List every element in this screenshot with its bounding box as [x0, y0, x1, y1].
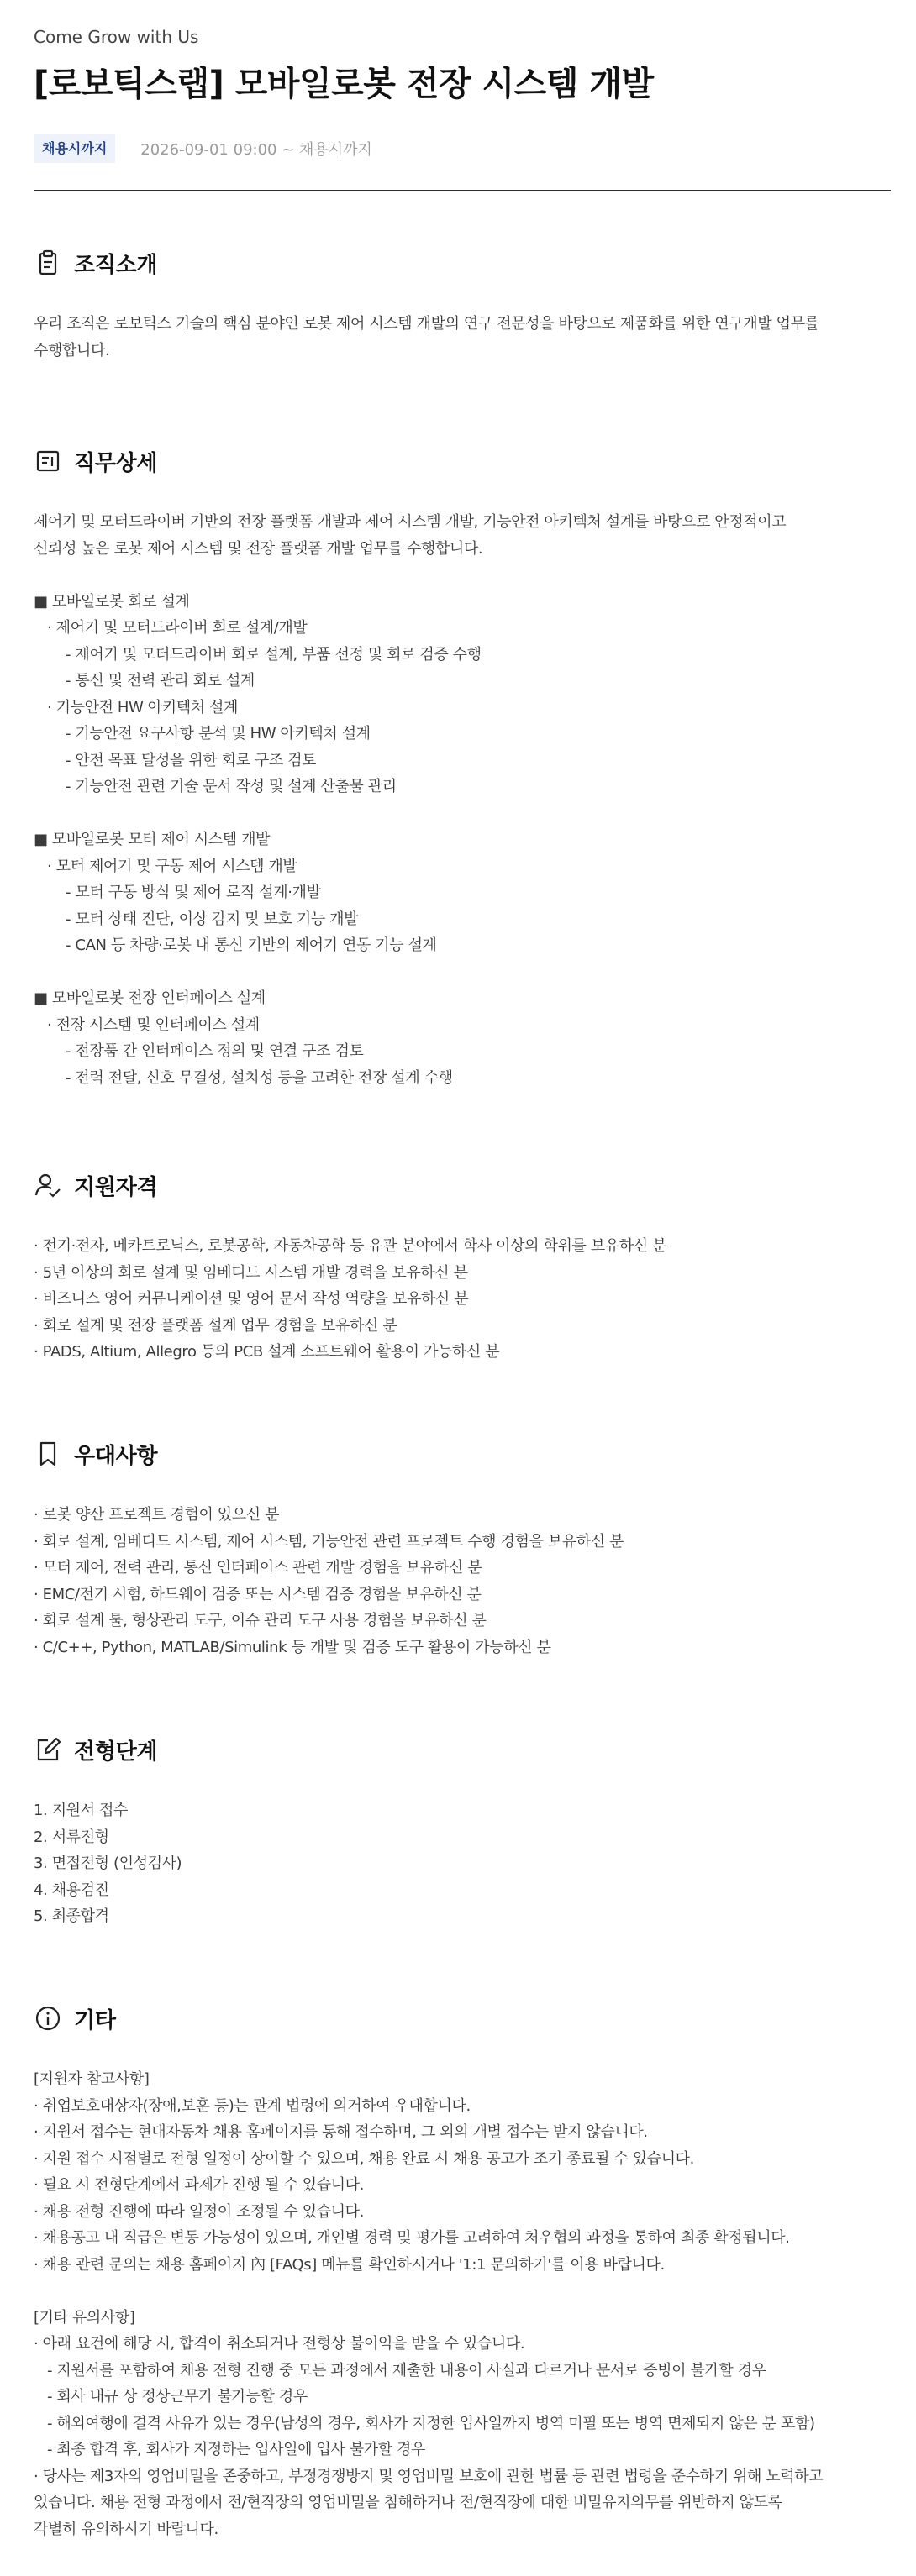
text-line: - 회사 내규 상 정상근무가 불가능할 경우: [47, 2388, 308, 2405]
text-line: · 5년 이상의 회로 설계 및 임베디드 시스템 개발 경력을 보유하신 분: [34, 1263, 468, 1282]
text-line: · 제어기 및 모터드라이버 회로 설계/개발: [47, 619, 308, 637]
text-line: · 비즈니스 영어 커뮤니케이션 및 영어 문서 작성 역량을 보유하신 분: [34, 1290, 469, 1308]
text-line: · 기능안전 HW 아키텍처 설계: [47, 698, 239, 716]
text-line: - 모터 상태 진단, 이상 감지 및 보호 기능 개발: [66, 910, 359, 928]
section-body: [34, 1233, 891, 1366]
section-title: 전형단계: [74, 1739, 158, 1765]
text-line: · 채용 관련 문의는 채용 홈페이지 內 [FAQs] 메뉴를 확인하시거나 '1:1 문의하기'를 이용 바랍니다.: [34, 2255, 665, 2274]
text-line: 신뢰성 높은 로봇 제어 시스템 및 전장 플랫폼 개발 업무를 수행합니다.: [34, 539, 483, 558]
section-title: 지원자격: [74, 1174, 158, 1200]
section-duty: [34, 447, 891, 1091]
text-line: · 회로 설계 및 전장 플랫폼 설계 업무 경험을 보유하신 분: [34, 1316, 397, 1335]
edit-icon: [34, 1735, 62, 1764]
text-line: ■ 모바일로봇 전장 인터페이스 설계: [34, 989, 266, 1007]
text-line: 5. 최종합격: [34, 1907, 109, 1925]
text-line: ■ 모바일로봇 모터 제어 시스템 개발: [34, 831, 271, 848]
section-body: [34, 1797, 891, 1930]
text-line: 4. 채용검진: [34, 1881, 109, 1899]
spacer: [34, 800, 891, 827]
info-icon: [34, 2004, 62, 2033]
text-line: - 모터 구동 방식 및 제어 로직 설계·개발: [66, 884, 321, 901]
text-line: · 전기·전자, 메카트로닉스, 로봇공학, 자동차공학 등 유관 분야에서 학사 이상의 학위를 보유하신 분: [34, 1237, 666, 1255]
text-line: · 채용공고 내 직급은 변동 가능성이 있으며, 개인별 경력 및 평가를 고려하여 처우협의 과정을 통하여 최종 확정됩니다.: [34, 2229, 790, 2247]
title-divider: [34, 190, 891, 191]
text-line: - 해외여행에 결격 사유가 있는 경우(남성의 경우, 회사가 지정한 입사일까지 병역 미필 또는 병역 면제되지 않은 분 포함): [47, 2414, 815, 2432]
text-line: [기타 유의사항]: [34, 2308, 135, 2327]
text-line: - 전력 전달, 신호 무결성, 설치성 등을 고려한 전장 설계 수행: [66, 1068, 453, 1087]
person-check-icon: [34, 1171, 62, 1199]
section-qualifications: [34, 1171, 891, 1366]
section-header: [34, 447, 891, 475]
section-title: 조직소개: [74, 252, 158, 278]
section-header: [34, 1735, 891, 1764]
text-line: · 모터 제어기 및 구동 제어 시스템 개발: [47, 857, 297, 875]
spacer: [34, 959, 891, 986]
text-line: · 회로 설계, 임베디드 시스템, 제어 시스템, 기능안전 관련 프로젝트 수행 경험을 보유하신 분: [34, 1532, 624, 1550]
section-header: [34, 1171, 891, 1199]
section-body: [34, 1502, 891, 1660]
section-header: [34, 249, 891, 277]
text-line: - 기능안전 요구사항 분석 및 HW 아키텍처 설계: [66, 725, 371, 742]
text-line: - 안전 목표 달성을 위한 회로 구조 검토: [66, 751, 317, 769]
section-preferred: [34, 1440, 891, 1660]
text-line: · 필요 시 전형단계에서 과제가 진행 될 수 있습니다.: [34, 2176, 364, 2194]
text-line: - CAN 등 차량·로봇 내 통신 기반의 제어기 연동 기능 설계: [66, 936, 437, 954]
clipboard-icon: [34, 249, 62, 277]
spacer: [34, 2278, 891, 2305]
section-title: 우대사항: [74, 1443, 158, 1469]
text-line: · 아래 요건에 해당 시, 합격이 취소되거나 전형상 불이익을 받을 수 있습니다.: [34, 2335, 525, 2353]
posting-meta: [34, 134, 372, 164]
section-title: 기타: [74, 2007, 116, 2033]
section-etc: [34, 2004, 891, 2542]
text-line: - 통신 및 전력 관리 회로 설계: [66, 672, 255, 690]
section-title: 직무상세: [74, 450, 158, 476]
text-line: 있습니다. 채용 전형 과정에서 전/현직장의 영업비밀을 침해하거나 전/현직장에 대한 비밀유지의무를 위반하지 않도록: [34, 2494, 782, 2511]
text-line: [지원자 참고사항]: [34, 2070, 150, 2088]
text-line: · 모터 제어, 전력 관리, 통신 인터페이스 관련 개발 경험을 보유하신 분: [34, 1559, 482, 1577]
section-body: [34, 509, 891, 1091]
eyebrow-text: Come Grow with Us: [34, 27, 199, 47]
bookmark-icon: [34, 1440, 62, 1468]
text-line: · 지원서 접수는 현대자동차 채용 홈페이지를 통해 접수하며, 그 외의 개별 접수는 받지 않습니다.: [34, 2123, 648, 2141]
text-line: - 기능안전 관련 기술 문서 작성 및 설계 산출물 관리: [66, 778, 397, 795]
section-body: [34, 2066, 891, 2542]
text-line: - 전장품 간 인터페이스 정의 및 연결 구조 검토: [66, 1042, 364, 1060]
text-line: · 로봇 양산 프로젝트 경험이 있으신 분: [34, 1506, 280, 1524]
text-line: · 당사는 제3자의 영업비밀을 존중하고, 부정경쟁방지 및 영업비밀 보호에 관한 법률 등 관련 법령을 준수하기 위해 노력하고: [34, 2467, 824, 2485]
text-line: · 채용 전형 진행에 따라 일정이 조정될 수 있습니다.: [34, 2202, 364, 2221]
section-header: [34, 1440, 891, 1468]
text-line: 제어기 및 모터드라이버 기반의 전장 플랫폼 개발과 제어 시스템 개발, 기능안전 아키텍처 설계를 바탕으로 안정적이고: [34, 513, 787, 531]
text-line: 수행합니다.: [34, 341, 110, 359]
text-line: · 회로 설계 툴, 형상관리 도구, 이슈 관리 도구 사용 경험을 보유하신 분: [34, 1612, 487, 1629]
text-line: · C/C++, Python, MATLAB/Simulink 등 개발 및 검증 도구 활용이 가능하신 분: [34, 1638, 551, 1656]
text-line: 우리 조직은 로보틱스 기술의 핵심 분야인 로봇 제어 시스템 개발의 연구 전문성을 바탕으로 제품화를 위한 연구개발 업무를: [34, 315, 819, 333]
text-line: - 지원서를 포함하여 채용 전형 진행 중 모든 과정에서 제출한 내용이 사실과 다르거나 문서로 증빙이 불가할 경우: [47, 2361, 766, 2379]
text-line: · EMC/전기 시험, 하드웨어 검증 또는 시스템 검증 경험을 보유하신 분: [34, 1585, 482, 1603]
spacer: [34, 562, 891, 589]
section-process: [34, 1735, 891, 1930]
page-title: [로보틱스랩] 모바일로봇 전장 시스템 개발: [34, 65, 654, 103]
text-line: · 취업보호대상자(장애,보훈 등)는 관계 법령에 의거하여 우대합니다.: [34, 2096, 471, 2115]
section-body: [34, 311, 891, 364]
text-line: ■ 모바일로봇 회로 설계: [34, 592, 190, 611]
section-header: [34, 2004, 891, 2033]
status-badge: 채용시까지: [34, 134, 115, 163]
text-line: · PADS, Altium, Allegro 등의 PCB 설계 소프트웨어 활용이 가능하신 분: [34, 1343, 500, 1361]
text-line: · 지원 접수 시점별로 전형 일정이 상이할 수 있으며, 채용 완료 시 채용 공고가 조기 종료될 수 있습니다.: [34, 2149, 694, 2168]
text-line: 각별히 유의하시기 바랍니다.: [34, 2520, 218, 2538]
text-line: · 전장 시스템 및 인터페이스 설계: [47, 1015, 260, 1034]
document-list-icon: [34, 447, 62, 475]
text-line: 2. 서류전형: [34, 1828, 109, 1846]
section-org: [34, 249, 891, 364]
text-line: - 최종 합격 후, 회사가 지정하는 입사일에 입사 불가할 경우: [47, 2441, 426, 2458]
text-line: - 제어기 및 모터드라이버 회로 설계, 부품 선정 및 회로 검증 수행: [66, 645, 482, 664]
posting-period: 2026-09-01 09:00 ~ 채용시까지: [140, 141, 372, 159]
text-line: 1. 지원서 접수: [34, 1802, 128, 1819]
text-line: 3. 면접전형 (인성검사): [34, 1855, 182, 1872]
